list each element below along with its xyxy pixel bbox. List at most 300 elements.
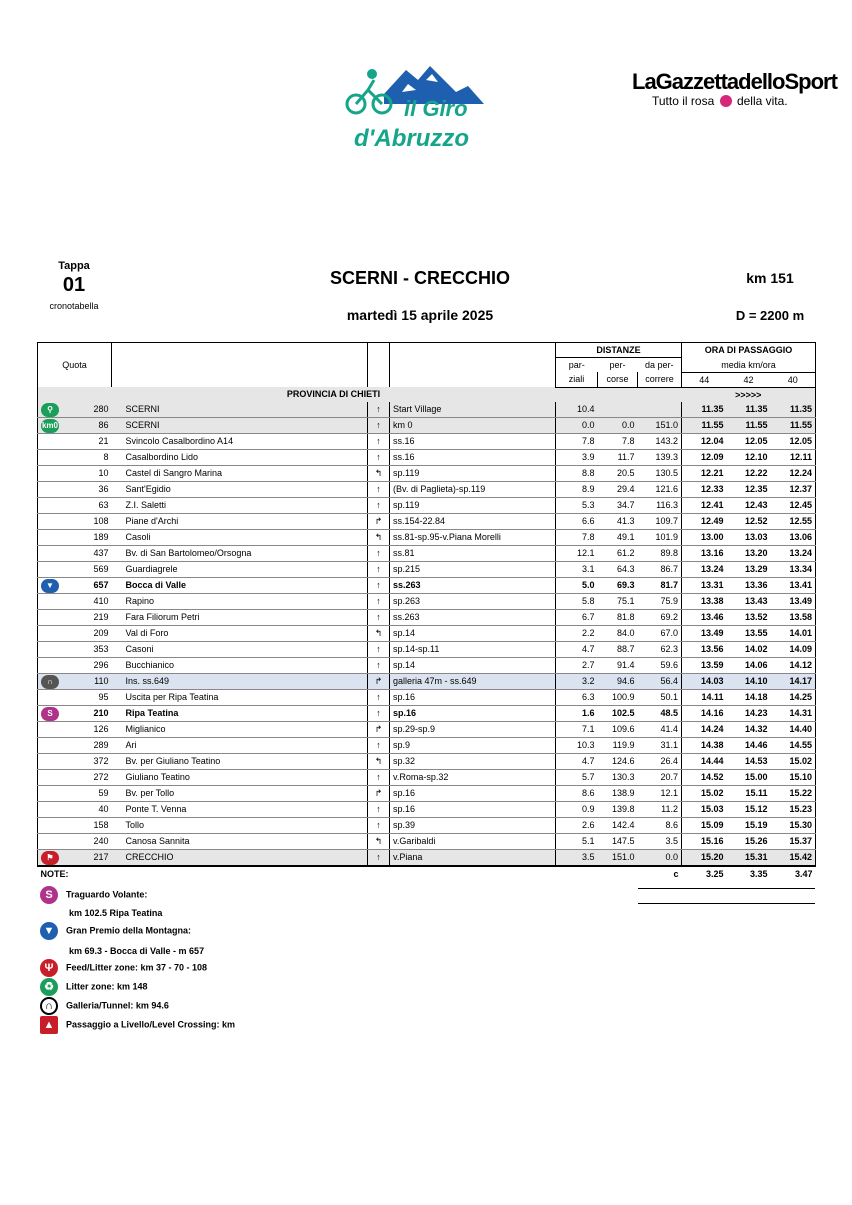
cell-time-42 <box>727 673 771 689</box>
cell-time-40 <box>771 481 816 497</box>
cell-time-44 <box>682 465 727 481</box>
time-40-text: 15.30 <box>789 820 813 830</box>
location-text: Castel di Sangro Marina <box>125 468 223 478</box>
cell-direction <box>368 801 390 817</box>
road-text: sp.32 <box>393 756 416 766</box>
da-percorrere-text: 62.3 <box>660 644 679 654</box>
time-40-text: 12.37 <box>789 484 813 494</box>
location-text: Bv. per Tollo <box>125 788 175 798</box>
col-speed-40: 40 <box>771 372 816 387</box>
cell-direction <box>368 609 390 625</box>
tappa-label: Tappa <box>58 260 90 272</box>
cell-time-42 <box>727 513 771 529</box>
cell-time-42 <box>727 721 771 737</box>
percorse-text: 138.9 <box>611 788 635 798</box>
da-percorrere-text: 59.6 <box>660 660 679 670</box>
cell-percorse <box>598 402 638 418</box>
location-text: Tollo <box>125 820 145 830</box>
cell-da-percorrere <box>638 849 682 866</box>
cell-time-42 <box>727 433 771 449</box>
time-44-text: 13.38 <box>700 596 724 606</box>
cell-time-44 <box>682 593 727 609</box>
road-text: v.Roma-sp.32 <box>393 772 449 782</box>
cell-quota <box>38 721 112 737</box>
cell-quota <box>38 737 112 753</box>
location-text: CRECCHIO <box>125 852 174 862</box>
cell-road <box>390 577 556 593</box>
direction-text: ↑ <box>376 804 381 814</box>
sprint-icon: S <box>40 886 58 904</box>
cell-da-percorrere <box>638 705 682 721</box>
sprint-icon: S <box>41 707 59 721</box>
cell-location <box>112 737 368 753</box>
col-per-1: per- <box>609 360 626 370</box>
road-text: sp.14 <box>393 628 416 638</box>
tunnel-icon: ∩ <box>40 997 58 1015</box>
cell-percorse <box>598 737 638 753</box>
cell-time-40 <box>771 465 816 481</box>
cell-time-44 <box>682 561 727 577</box>
time-42-text: 14.18 <box>744 692 768 702</box>
percorse-text: 81.8 <box>616 612 635 622</box>
cell-time-42 <box>727 561 771 577</box>
time-44-text: 13.24 <box>700 564 724 574</box>
time-40-text: 12.11 <box>790 452 813 462</box>
quota-text: 217 <box>93 852 109 862</box>
table-row <box>38 481 816 497</box>
cell-direction <box>368 417 390 433</box>
parziali-text: 10.3 <box>576 740 595 750</box>
location-text: Casalbordino Lido <box>125 452 199 462</box>
da-percorrere-text: 69.2 <box>660 612 679 622</box>
percorse-text: 64.3 <box>616 564 635 574</box>
percorse-text: 130.3 <box>611 772 635 782</box>
stage-title: SCERNI - CRECCHIO <box>329 268 510 288</box>
race-timetable <box>37 342 816 881</box>
cell-percorse <box>598 641 638 657</box>
time-42-text: 12.10 <box>744 452 768 462</box>
cell-time-40 <box>771 753 816 769</box>
quota-text: 289 <box>93 740 109 750</box>
cell-parziali <box>556 609 598 625</box>
cell-time-40 <box>771 433 816 449</box>
quota-text: 95 <box>98 692 109 702</box>
note-tunnel <box>40 997 169 1015</box>
percorse-text: 84.0 <box>616 628 635 638</box>
cell-time-42 <box>727 801 771 817</box>
percorse-text: 119.9 <box>612 740 635 750</box>
quota-text: 437 <box>93 548 109 558</box>
cell-location <box>112 673 368 689</box>
cell-da-percorrere <box>638 785 682 801</box>
cell-time-40 <box>771 769 816 785</box>
cell-location <box>112 641 368 657</box>
note-tv-title: Traguardo Volante: <box>66 889 148 900</box>
stage-km: km 151 <box>746 270 794 286</box>
cell-da-percorrere <box>638 481 682 497</box>
cell-parziali <box>556 545 598 561</box>
cell-road <box>390 753 556 769</box>
gazzetta-logo <box>632 69 837 108</box>
tappa-block <box>40 260 108 311</box>
cell-direction <box>368 433 390 449</box>
parziali-text: 4.7 <box>581 644 595 654</box>
cell-location <box>112 785 368 801</box>
cell-da-percorrere <box>638 625 682 641</box>
quota-text: 63 <box>98 500 109 510</box>
time-44-text: 12.41 <box>700 500 724 510</box>
cell-da-percorrere <box>638 449 682 465</box>
time-44-text: 13.56 <box>700 644 724 654</box>
percorse-text: 94.6 <box>616 676 635 686</box>
quota-text: 272 <box>93 772 109 782</box>
cell-road <box>390 849 556 866</box>
cell-location <box>112 705 368 721</box>
location-text: Bv. di San Bartolomeo/Orsogna <box>125 548 252 558</box>
cell-time-44 <box>682 433 727 449</box>
col-per-2: corse <box>598 372 638 387</box>
cell-direction <box>368 849 390 866</box>
cell-quota <box>38 449 112 465</box>
cell-road <box>390 609 556 625</box>
location-text: Miglianico <box>125 724 166 734</box>
time-40-text: 15.22 <box>789 788 813 798</box>
parziali-text: 7.8 <box>581 436 595 446</box>
road-text: sp.29-sp.9 <box>393 724 436 734</box>
percorse-text: 20.5 <box>616 468 635 478</box>
time-40-text: 15.10 <box>789 772 813 782</box>
location-text: Casoli <box>125 532 151 542</box>
cell-direction <box>368 593 390 609</box>
parziali-text: 0.0 <box>581 420 595 430</box>
cell-quota <box>38 689 112 705</box>
cell-time-40 <box>771 609 816 625</box>
cell-da-percorrere <box>638 641 682 657</box>
road-text: sp.16 <box>393 804 416 814</box>
cell-location <box>112 497 368 513</box>
cell-quota <box>38 433 112 449</box>
cell-parziali <box>556 849 598 866</box>
cell-parziali <box>556 801 598 817</box>
time-40-text: 14.55 <box>789 740 813 750</box>
table-row <box>38 673 816 689</box>
time-40-text: 14.17 <box>789 676 813 686</box>
parziali-text: 2.7 <box>581 660 595 670</box>
time-44-text: 15.09 <box>700 820 724 830</box>
cell-road <box>390 785 556 801</box>
direction-text: ↰ <box>374 467 383 478</box>
quota-text: 86 <box>98 420 109 430</box>
percorse-text: 124.6 <box>611 756 635 766</box>
table-row <box>38 625 816 641</box>
cell-quota <box>38 785 112 801</box>
cell-road <box>390 705 556 721</box>
quota-text: 240 <box>93 836 109 846</box>
cell-location <box>112 465 368 481</box>
cell-location <box>112 609 368 625</box>
cell-direction <box>368 753 390 769</box>
cell-time-44 <box>682 785 727 801</box>
direction-text: ↑ <box>376 436 381 446</box>
cell-parziali <box>556 417 598 433</box>
cell-parziali <box>556 513 598 529</box>
road-text: sp.9 <box>393 740 411 750</box>
table-row <box>38 721 816 737</box>
quota-text: 36 <box>98 484 109 494</box>
cell-parziali <box>556 433 598 449</box>
time-44-text: 13.59 <box>700 660 724 670</box>
cell-time-42 <box>727 641 771 657</box>
cell-road <box>390 433 556 449</box>
percorse-text: 61.2 <box>616 548 635 558</box>
quota-text: 110 <box>94 676 109 686</box>
percorse-text: 91.4 <box>616 660 635 670</box>
direction-text: ↰ <box>374 755 383 766</box>
time-42-text: 14.53 <box>744 756 768 766</box>
parziali-text: 7.8 <box>581 532 595 542</box>
col-road <box>390 343 556 388</box>
cell-da-percorrere <box>638 513 682 529</box>
cell-parziali <box>556 561 598 577</box>
quota-text: 219 <box>93 612 109 622</box>
cell-location <box>112 753 368 769</box>
time-42-text: 15.11 <box>745 788 768 798</box>
da-percorrere-text: 101.9 <box>655 532 679 542</box>
cell-time-40 <box>771 737 816 753</box>
cell-percorse <box>598 625 638 641</box>
cell-da-percorrere <box>638 657 682 673</box>
parziali-text: 3.5 <box>581 852 595 862</box>
stage-dislivello: D = 2200 m <box>735 308 805 323</box>
time-44-text: 15.03 <box>700 804 724 814</box>
cell-direction <box>368 545 390 561</box>
cell-time-40 <box>771 402 816 418</box>
time-42-text: 13.36 <box>744 580 768 590</box>
direction-text: ↱ <box>374 515 383 526</box>
time-42-text: 14.23 <box>744 708 768 718</box>
location-text: Bocca di Valle <box>125 580 187 590</box>
parziali-text: 5.0 <box>581 580 595 590</box>
location-text: Sant'Egidio <box>125 484 171 494</box>
col-location <box>112 343 368 388</box>
table-row <box>38 849 816 866</box>
road-text: galleria 47m - ss.649 <box>393 676 477 686</box>
location-text: Ari <box>125 740 137 750</box>
parziali-text: 2.6 <box>581 820 595 830</box>
parziali-text: 6.6 <box>581 516 595 526</box>
col-speed-44: 44 <box>682 372 727 387</box>
footer-t44: 3.25 <box>705 868 724 879</box>
cell-road <box>390 737 556 753</box>
cell-direction <box>368 785 390 801</box>
cell-time-44 <box>682 577 727 593</box>
cell-da-percorrere <box>638 817 682 833</box>
percorse-text: 142.4 <box>611 820 635 830</box>
location-text: Uscita per Ripa Teatina <box>125 692 219 702</box>
cell-percorse <box>598 529 638 545</box>
location-text: Ripa Teatina <box>125 708 179 718</box>
cell-quota <box>38 465 112 481</box>
time-42-text: 14.46 <box>744 740 768 750</box>
time-40-text: 15.23 <box>789 804 813 814</box>
feed-zone-icon: Ψ <box>40 959 58 977</box>
time-44-text: 14.38 <box>700 740 724 750</box>
time-42-text: 11.35 <box>745 404 768 414</box>
tag-pre: Tutto il rosa <box>652 94 715 108</box>
time-40-text: 12.05 <box>789 436 813 446</box>
col-dap-2: correre <box>638 372 682 387</box>
percorse-text: 100.9 <box>611 692 635 702</box>
parziali-text: 2.2 <box>581 628 595 638</box>
table-row <box>38 497 816 513</box>
time-42-text: 13.43 <box>744 596 768 606</box>
cell-percorse <box>598 785 638 801</box>
quota-text: 10 <box>98 468 109 478</box>
location-text: Val di Foro <box>125 628 169 638</box>
cell-location <box>112 769 368 785</box>
cell-time-42 <box>727 449 771 465</box>
time-40-text: 12.45 <box>789 500 813 510</box>
time-44-text: 12.21 <box>700 468 724 478</box>
road-text: sp.263 <box>393 596 421 606</box>
km0-icon: km0 <box>41 419 59 433</box>
road-text: ss.154-22.84 <box>393 516 446 526</box>
parziali-text: 8.9 <box>581 484 595 494</box>
cell-percorse <box>598 833 638 849</box>
time-42-text: 13.29 <box>744 564 768 574</box>
cell-time-44 <box>682 753 727 769</box>
cell-quota <box>38 577 112 593</box>
cell-direction <box>368 481 390 497</box>
cell-quota <box>38 609 112 625</box>
cell-parziali <box>556 529 598 545</box>
cell-parziali <box>556 785 598 801</box>
giro-abruzzo-logo <box>344 64 514 154</box>
quota-text: 296 <box>93 660 109 670</box>
cell-parziali <box>556 641 598 657</box>
table-row <box>38 769 816 785</box>
percorse-text: 75.1 <box>616 596 635 606</box>
col-distanze: DISTANZE <box>556 343 682 358</box>
percorse-text: 41.3 <box>616 516 635 526</box>
cell-time-44 <box>682 417 727 433</box>
note-litter <box>40 978 148 996</box>
cell-percorse <box>598 481 638 497</box>
direction-text: ↑ <box>376 580 381 590</box>
da-percorrere-text: 143.2 <box>655 436 679 446</box>
cell-parziali <box>556 593 598 609</box>
parziali-text: 5.3 <box>581 500 595 510</box>
da-percorrere-text: 86.7 <box>660 564 679 574</box>
cell-time-40 <box>771 641 816 657</box>
table-row <box>38 577 816 593</box>
cell-time-40 <box>771 545 816 561</box>
location-text: Ponte T. Venna <box>125 804 187 814</box>
table-row <box>38 753 816 769</box>
cell-location <box>112 721 368 737</box>
cell-time-42 <box>727 849 771 866</box>
cell-da-percorrere <box>638 801 682 817</box>
start-icon: ⚲ <box>41 403 59 417</box>
da-percorrere-text: 130.5 <box>655 468 679 478</box>
cell-time-40 <box>771 689 816 705</box>
cell-time-44 <box>682 641 727 657</box>
cell-time-44 <box>682 545 727 561</box>
cell-direction <box>368 513 390 529</box>
road-text: ss.16 <box>393 452 415 462</box>
cell-time-40 <box>771 785 816 801</box>
logo-line1: il Giro <box>404 96 468 121</box>
table-row <box>38 465 816 481</box>
time-40-text: 14.40 <box>789 724 813 734</box>
cell-percorse <box>598 593 638 609</box>
parziali-text: 3.1 <box>581 564 595 574</box>
cell-percorse <box>598 417 638 433</box>
cell-time-44 <box>682 721 727 737</box>
road-text: v.Garibaldi <box>393 836 436 846</box>
direction-text: ↑ <box>376 820 381 830</box>
cell-time-40 <box>771 561 816 577</box>
cell-time-40 <box>771 593 816 609</box>
road-text: sp.14-sp.11 <box>393 644 440 654</box>
cell-da-percorrere <box>638 769 682 785</box>
cell-time-40 <box>771 705 816 721</box>
location-text: Svincolo Casalbordino A14 <box>125 436 234 446</box>
direction-text: ↑ <box>376 420 381 430</box>
cell-time-44 <box>682 529 727 545</box>
table-row <box>38 705 816 721</box>
cell-quota <box>38 753 112 769</box>
cell-quota <box>38 417 112 433</box>
cell-da-percorrere <box>638 433 682 449</box>
cell-time-42 <box>727 529 771 545</box>
time-40-text: 13.06 <box>789 532 813 542</box>
cell-road <box>390 769 556 785</box>
cell-parziali <box>556 673 598 689</box>
quota-text: 108 <box>93 516 109 526</box>
cell-road <box>390 417 556 433</box>
cell-direction <box>368 402 390 418</box>
time-42-text: 14.32 <box>744 724 768 734</box>
cell-da-percorrere <box>638 673 682 689</box>
time-44-text: 14.44 <box>700 756 724 766</box>
da-percorrere-text: 3.5 <box>665 836 679 846</box>
cell-direction <box>368 497 390 513</box>
cell-road <box>390 833 556 849</box>
da-percorrere-text: 109.7 <box>655 516 679 526</box>
cell-road <box>390 817 556 833</box>
cell-direction <box>368 817 390 833</box>
col-ora: ORA DI PASSAGGIO <box>682 343 816 358</box>
cell-location <box>112 417 368 433</box>
cell-quota <box>38 641 112 657</box>
cell-time-40 <box>771 801 816 817</box>
cell-direction <box>368 769 390 785</box>
footer-t42: 3.35 <box>749 868 768 879</box>
road-text: ss.81-sp.95-v.Piana Morelli <box>393 532 501 542</box>
parziali-text: 6.3 <box>581 692 595 702</box>
table-row <box>38 609 816 625</box>
location-text: Bucchianico <box>125 660 175 670</box>
cell-location <box>112 657 368 673</box>
cell-location <box>112 449 368 465</box>
time-44-text: 13.46 <box>700 612 724 622</box>
cell-road <box>390 465 556 481</box>
notes-label: NOTE: <box>40 868 69 879</box>
cell-da-percorrere <box>638 561 682 577</box>
time-42-text: 14.02 <box>744 644 768 654</box>
table-row <box>38 801 816 817</box>
